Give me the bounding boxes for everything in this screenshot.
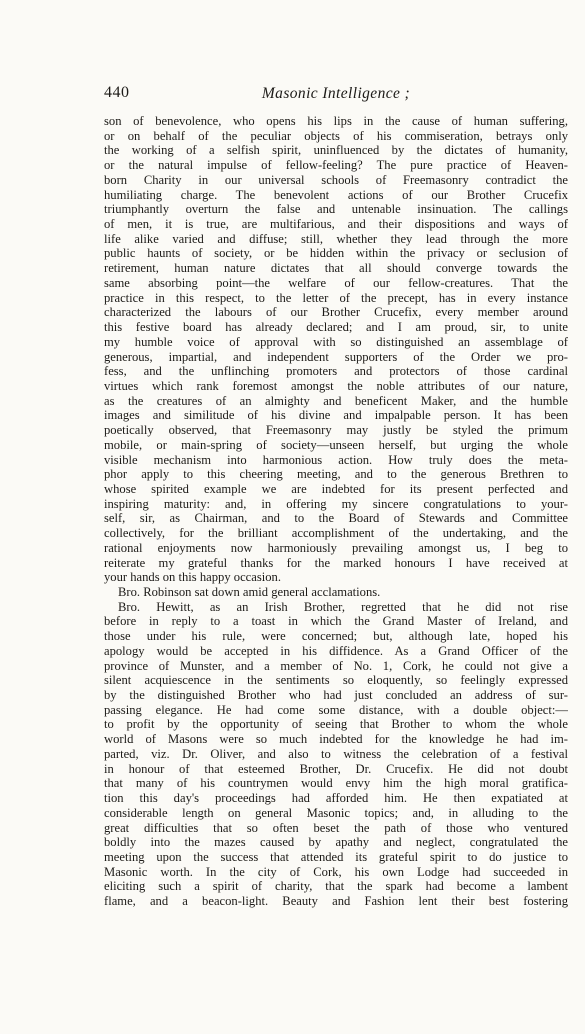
- text-line: triumphantly overturn the false and untenable insinuation. The callings: [104, 202, 568, 217]
- text-line: or the natural impulse of fellow-feeling? The pure practice of Heaven-: [104, 158, 568, 173]
- text-line: parted, viz. Dr. Oliver, and also to witness the celebration of a festival: [104, 746, 568, 761]
- text-line: boldly into the mazes caused by apathy and neglect, congratulated the: [104, 835, 568, 850]
- text-line: province of Munster, and a member of No. 1, Cork, he could not give a: [104, 658, 568, 673]
- text-line: life alike varied and diffuse; still, whether they lead through the more: [104, 231, 568, 246]
- running-head: [104, 84, 568, 110]
- text-line: tion this day's proceedings had afforded him. He then expatiated at: [104, 791, 568, 806]
- text-line: virtues which rank foremost amongst the noble attributes of our nature,: [104, 378, 568, 393]
- text-line: inspiring maturity: and, in offering my sincere congratulations to your-: [104, 496, 568, 511]
- running-title: Masonic Intelligence ;: [261, 85, 411, 102]
- text-line: apology would be accepted in his diffidence. As a Grand Officer of the: [104, 643, 568, 658]
- text-line: world of Masons were so much indebted for the knowledge he had im-: [104, 732, 568, 747]
- text-line: visible mechanism into harmonious action. How truly does the meta-: [104, 452, 568, 467]
- text-line: self, sir, as Chairman, and to the Board of Stewards and Committee: [104, 511, 568, 526]
- text-line: your hands on this happy occasion.: [104, 570, 281, 585]
- text-line: whose spirited example we are indebted for its present perfected and: [104, 481, 568, 496]
- text-line: before in reply to a toast in which the Grand Master of Ireland, and: [104, 614, 568, 629]
- text-line: in honour of that esteemed Brother, Dr. Crucefix. He did not doubt: [104, 761, 568, 776]
- text-line: Masonic worth. In the city of Cork, his own Lodge had succeeded in: [104, 864, 568, 879]
- text-line: collectively, for the brilliant accomplishment of the undertaking, and the: [104, 526, 568, 541]
- text-line: silent acquiescence in the sentiments so eloquently, so feelingly expressed: [104, 673, 568, 688]
- text-line: this festive board has already declared; and I am proud, sir, to unite: [104, 320, 568, 335]
- text-line: meeting upon the success that attended its grateful spirit to do justice to: [104, 849, 568, 864]
- text-line: passing elegance. He had come some distance, with a double object:—: [104, 702, 568, 717]
- text-line: fess, and the unflinching promoters and protectors of those cardinal: [104, 364, 568, 379]
- text-line: of men, it is true, are multifarious, and their dispositions and ways of: [104, 217, 568, 232]
- text-line: that many of his countrymen would envy him the high moral gratifica-: [104, 776, 568, 791]
- text-line: flame, and a beacon-light. Beauty and Fashion lent their best fostering: [104, 894, 568, 909]
- text-line: by the distinguished Brother who had just concluded an address of sur-: [104, 688, 568, 703]
- book-page: [104, 84, 568, 909]
- text-line: generous, impartial, and independent supporters of the Order we pro-: [104, 349, 568, 364]
- body-text: [104, 114, 568, 909]
- text-line: retirement, human nature dictates that all should converge towards the: [104, 261, 568, 276]
- text-line: my humble voice of approval with so distinguished an assemblage of: [104, 334, 568, 349]
- text-line: eliciting such a spirit of charity, that the spark had become a lambent: [104, 879, 568, 894]
- text-line: images and similitude of his divine and impalpable person. It has been: [104, 408, 568, 423]
- text-line: Bro. Hewitt, as an Irish Brother, regretted that he did not rise: [118, 599, 568, 614]
- text-line: as the creatures of an almighty and beneficent Maker, and the humble: [104, 393, 568, 408]
- text-line: practice in this respect, to the letter of the precept, has in every instance: [104, 290, 568, 305]
- text-line: rational enjoyments now harmoniously prevailing amongst us, I beg to: [104, 540, 568, 555]
- text-line: reiterate my grateful thanks for the marked honours I have received at: [104, 555, 568, 570]
- text-line: same absorbing point—the welfare of our fellow-creatures. That the: [104, 275, 568, 290]
- text-line: phor apply to this cheering meeting, and to the generous Brethren to: [104, 467, 568, 482]
- page-number: 440: [104, 84, 130, 101]
- text-line: son of benevolence, who opens his lips in the cause of human suffering,: [104, 114, 568, 128]
- text-line: humiliating charge. The benevolent actions of our Brother Crucefix: [104, 187, 568, 202]
- text-line: public haunts of society, or be hidden within the privacy or seclusion of: [104, 246, 568, 261]
- text-line: or on behalf of the peculiar objects of his commiseration, betrays only: [104, 128, 568, 143]
- text-line: born Charity in our universal schools of Freemasonry contradict the: [104, 172, 568, 187]
- text-line: poetically observed, that Freemasonry may justly be styled the primum: [104, 423, 568, 438]
- text-line: those under his rule, were concerned; but, although late, hoped his: [104, 629, 568, 644]
- text-line: mobile, or main-spring of society—unseen herself, but urging the whole: [104, 437, 568, 452]
- text-line: Bro. Robinson sat down amid general acclamations.: [118, 585, 381, 599]
- text-line: to profit by the opportunity of seeing that Brother to whom the whole: [104, 717, 568, 732]
- text-line: the working of a selfish spirit, uninfluenced by the dictates of humanity,: [104, 143, 568, 158]
- text-line: great difficulties that so often beset the path of those who ventured: [104, 820, 568, 835]
- text-line: characterized the labours of our Brother Crucefix, every member around: [104, 305, 568, 320]
- text-line: considerable length on general Masonic topics; and, in alluding to the: [104, 805, 568, 820]
